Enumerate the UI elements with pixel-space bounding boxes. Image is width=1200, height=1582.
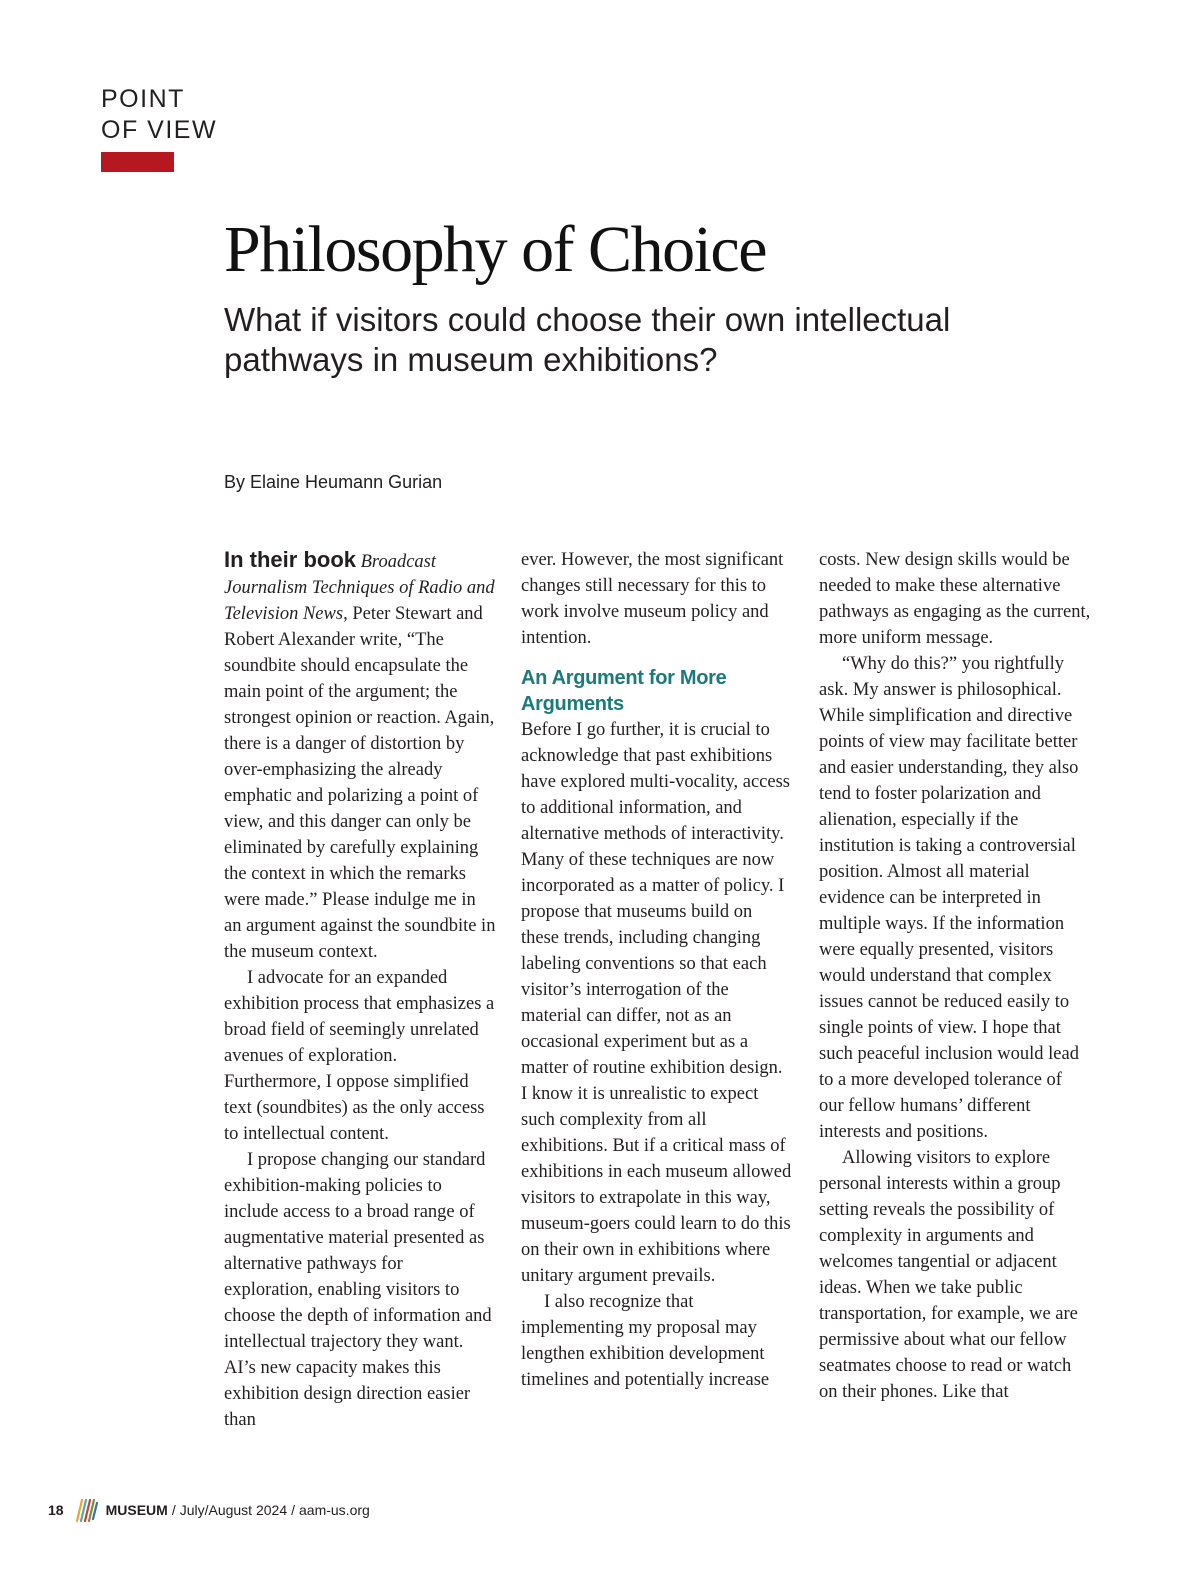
- paragraph-3: I propose changing our standard exhibition-making policies to include access to a broad range of augmentative material presented as alternative pathways for exploration, enabling visitors to choose the depth of information and intellectual trajectory they want. AI’s new capacity makes this exhibition design direction easier than: [224, 1150, 492, 1430]
- paragraph-9: Allowing visitors to explore personal interests within a group setting reveals the possibility of complexity in arguments and welcomes tangential or adjacent ideas. When we take public transportation, for example, we are permissive about what our fellow seatmates choose to read or watch on their phones. Like that: [819, 1148, 1078, 1402]
- footer-separator-1: /: [171, 1502, 176, 1518]
- paragraph-5: Before I go further, it is crucial to acknowledge that past exhibitions have explored multi-vocality, access to additional information, and alternative methods of interactivity. Many of these techniques are now incorporated as a matter of policy. I propose that museums build on these trends, including changing labeling conventions so that each visitor’s interrogation of the material can differ, not as an occasional experiment but as a matter of routine exhibition design. I know it is unrealistic to expect such complexity from all exhibitions. But if a critical mass of exhibitions in each museum allowed visitors to extrapolate in this way, museum-goers could learn to do this on their own in exhibitions where unitary argument prevails.: [521, 720, 792, 1286]
- lead-in: In their book: [224, 547, 356, 572]
- body-column-1: [224, 547, 496, 1433]
- footer-separator-2: /: [291, 1502, 295, 1518]
- website-link[interactable]: aam-us.org: [299, 1502, 370, 1518]
- paragraph-1-text: , Peter Stewart and Robert Alexander write, “The soundbite should encapsulate the main point of the argument; the strongest opinion or reaction. Again, there is a danger of distortion by over-emphasizing the already emphatic and polarizing a point of view, and this danger can only be eliminated by carefully explaining the context in which the remarks were made.” Please indulge me in an argument against the soundbite in the museum context.: [224, 604, 496, 962]
- page-number: 18: [48, 1502, 64, 1518]
- kicker-accent-bar: [101, 152, 174, 172]
- paragraph-6: I also recognize that implementing my proposal may lengthen exhibition development timelines and potentially increase: [521, 1292, 770, 1390]
- body-column-3: [819, 547, 1091, 1405]
- paragraph-1: [224, 547, 496, 965]
- paragraph-7: costs. New design skills would be needed to make these alternative pathways as engaging as the current, more uniform message.: [819, 550, 1091, 648]
- paragraph-4: ever. However, the most significant changes still necessary for this to work involve museum policy and intention.: [521, 550, 784, 648]
- magazine-name: MUSEUM: [105, 1502, 168, 1518]
- kicker-line-1: POINT: [101, 85, 185, 113]
- paragraph-2: I advocate for an expanded exhibition process that emphasizes a broad field of seemingly unrelated avenues of exploration. Furthermore, I oppose simplified text (soundbites) as the only access to intellectual content.: [224, 968, 495, 1144]
- paragraph-8: “Why do this?” you rightfully ask. My answer is philosophical. While simplification and directive points of view may facilitate better and easier understanding, they also tend to foster polarization and alienation, especially if the institution is taking a controversial position. Almost all material evidence can be interpreted in multiple ways. If the information were equally presented, visitors would understand that complex issues cannot be reduced easily to single points of view. I hope that such peaceful inclusion would lead to a more developed tolerance of our fellow humans’ different interests and positions.: [819, 654, 1079, 1142]
- aam-logo-icon: [74, 1497, 98, 1523]
- issue-date: July/August 2024: [179, 1502, 288, 1518]
- kicker-line-2: OF VIEW: [101, 116, 218, 144]
- page-footer: [48, 1497, 370, 1523]
- article-title: Philosophy of Choice: [224, 213, 766, 286]
- section-subhead: An Argument for More Arguments: [521, 667, 727, 715]
- book-title: Broadcast Journalism Techniques of Radio and Television News: [224, 552, 495, 624]
- body-column-2: [521, 547, 793, 1393]
- byline: By Elaine Heumann Gurian: [224, 472, 443, 492]
- article-subtitle: What if visitors could choose their own intellectual pathways in museum exhibitions?: [224, 301, 951, 378]
- section-kicker: [101, 84, 217, 146]
